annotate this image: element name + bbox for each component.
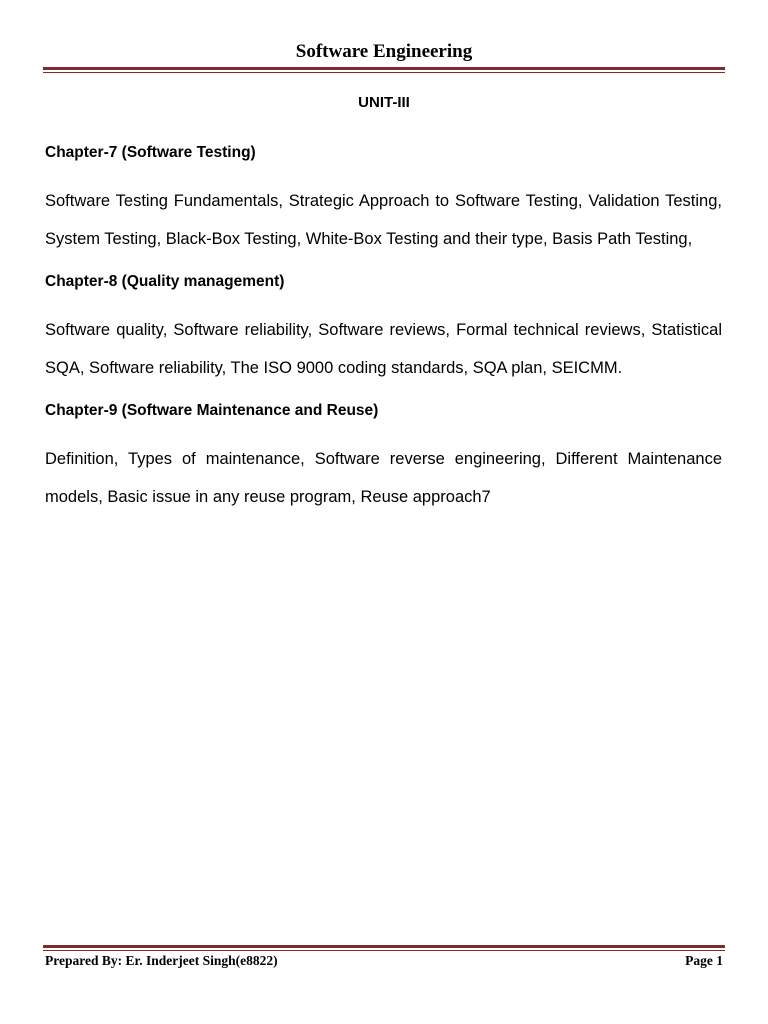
header-rule-thick <box>43 67 725 70</box>
chapter-heading: Chapter-8 (Quality management) <box>45 273 285 290</box>
document-content <box>45 141 722 528</box>
chapter-body: Software Testing Fundamentals, Strategic Approach to Software Testing, Validation Testing, System Testing, Black-Box Testing, White-Box Testing and their type, Basis Path Testing, <box>45 192 722 248</box>
footer-prepared-by: Prepared By: Er. Inderjeet Singh(e8822) <box>45 953 278 968</box>
chapter-body: Software quality, Software reliability, Software reviews, Formal technical reviews, Statistical SQA, Software reliability, The ISO 9000 coding standards, SQA plan, SEICMM. <box>45 321 722 377</box>
chapter-8-section <box>45 270 722 387</box>
footer-rule-thin <box>43 950 725 951</box>
chapter-body: Definition, Types of maintenance, Software reverse engineering, Different Maintenance models, Basic issue in any reuse program, Reuse approach7 <box>45 450 722 506</box>
chapter-9-section <box>45 399 722 516</box>
unit-title: UNIT-III <box>358 94 410 111</box>
header-rule-thin <box>43 72 725 73</box>
footer-page-number: Page 1 <box>685 953 723 968</box>
chapter-7-section <box>45 141 722 258</box>
footer-rule <box>43 945 725 951</box>
chapter-heading: Chapter-9 (Software Maintenance and Reuse) <box>45 402 379 419</box>
page-header-title: Software Engineering <box>295 41 473 62</box>
chapter-heading: Chapter-7 (Software Testing) <box>45 144 256 161</box>
header-rule <box>43 67 725 73</box>
footer-rule-thick <box>43 945 725 948</box>
